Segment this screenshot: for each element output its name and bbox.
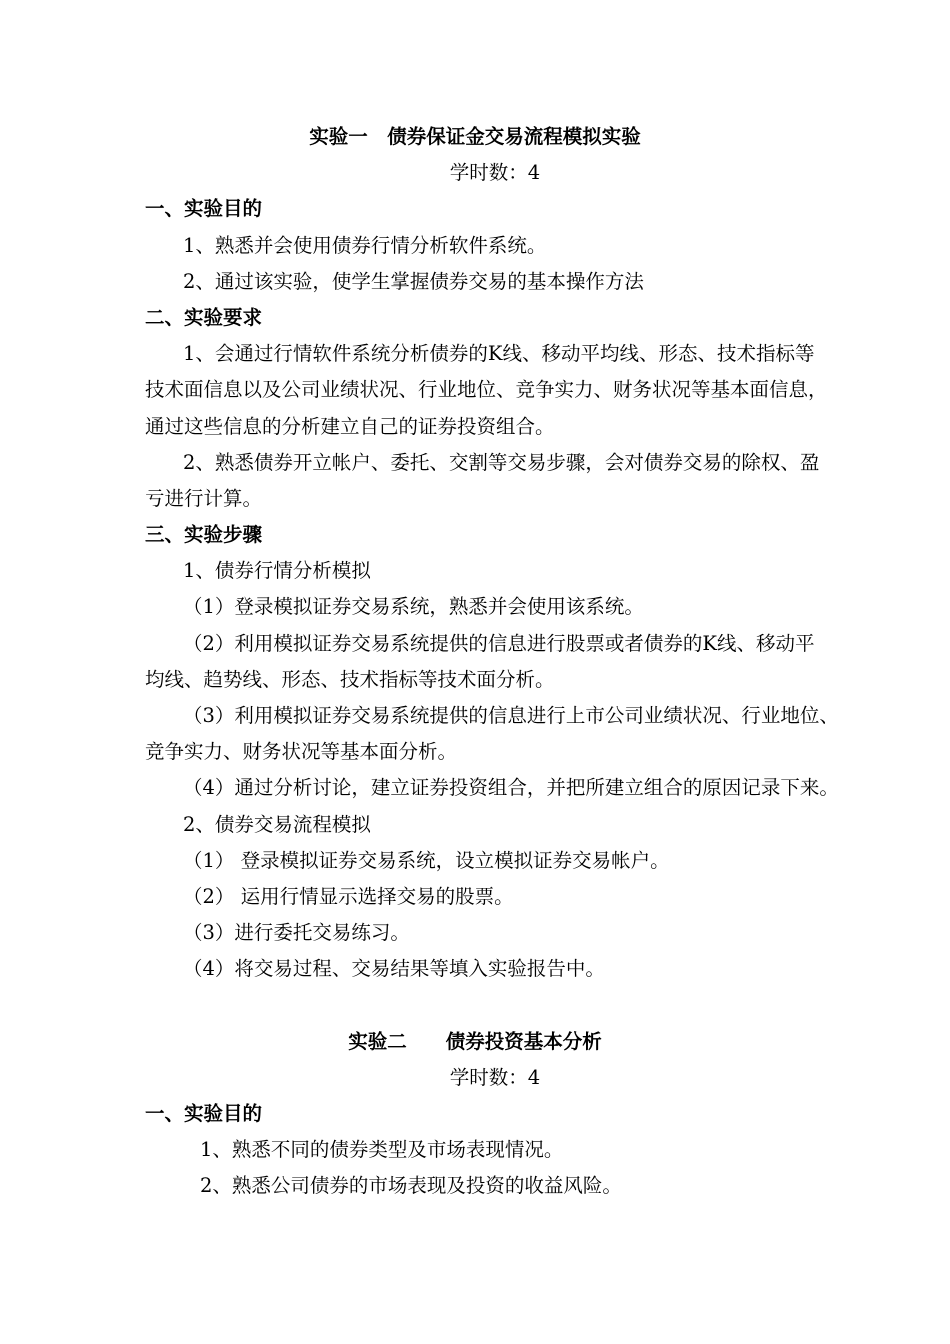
experiment1-step-line: （2） 运用行情显示选择交易的股票。 [183,884,514,908]
experiment1-objective-item: 2、通过该实验，使学生掌握债券交易的基本操作方法 [183,269,644,293]
experiment1-steps-heading: 三、实验步骤 [145,523,263,547]
experiment1-requirement-line: 通过这些信息的分析建立自己的证券投资组合。 [145,414,555,438]
section-spacer [145,988,845,1024]
experiment1-step-line: （2）利用模拟证券交易系统提供的信息进行股票或者债券的K线、移动平 [183,631,815,655]
experiment2-objective-heading: 一、实验目的 [145,1102,263,1126]
experiment2-hours: 学时数：4 [449,1065,541,1089]
document-body [145,119,845,1205]
experiment1-step-line: （3）利用模拟证券交易系统提供的信息进行上市公司业绩状况、行业地位、 [183,704,839,727]
experiment1-requirement-line: 2、熟悉债券开立帐户、委托、交割等交易步骤，会对债券交易的除权、盈 [183,450,820,474]
experiment2-title: 实验二 债券投资基本分析 [348,1029,602,1053]
experiment1-step-line: （4）将交易过程、交易结果等填入实验报告中。 [183,957,605,981]
experiment1-requirement-line: 技术面信息以及公司业绩状况、行业地位、竞争实力、财务状况等基本面信息， [145,378,828,402]
experiment1-steps-group-title: 2、债券交易流程模拟 [183,812,371,836]
experiment1-step-line: （3）进行委托交易练习。 [183,921,410,945]
experiment1-title: 实验一 债券保证金交易流程模拟实验 [309,125,641,148]
experiment1-step-line: （1） 登录模拟证券交易系统，设立模拟证券交易帐户。 [183,848,670,872]
experiment1-step-line: （1）登录模拟证券交易系统，熟悉并会使用该系统。 [183,595,644,619]
experiment1-step-line: （4）通过分析讨论，建立证券投资组合，并把所建立组合的原因记录下来。 [183,776,839,800]
experiment1-requirements-heading: 二、实验要求 [145,305,263,329]
experiment1-requirement-line: 亏进行计算。 [145,486,263,510]
experiment1-hours: 学时数：4 [449,161,541,185]
experiment1-requirement-line: 1、会通过行情软件系统分析债券的K线、移动平均线、形态、技术指标等 [183,342,815,366]
experiment2-objective-item: 2、熟悉公司债券的市场表现及投资的收益风险。 [200,1174,622,1198]
experiment1-step-line: 竞争实力、财务状况等基本面分析。 [145,740,458,764]
experiment1-step-line: 均线、趋势线、形态、技术指标等技术面分析。 [145,667,555,691]
experiment1-objective-heading: 一、实验目的 [145,197,263,221]
experiment1-steps-group-title: 1、债券行情分析模拟 [183,559,371,583]
experiment2-objective-item: 1、熟悉不同的债券类型及市场表现情况。 [200,1138,564,1162]
experiment1-objective-item: 1、熟悉并会使用债券行情分析软件系统。 [183,233,547,257]
